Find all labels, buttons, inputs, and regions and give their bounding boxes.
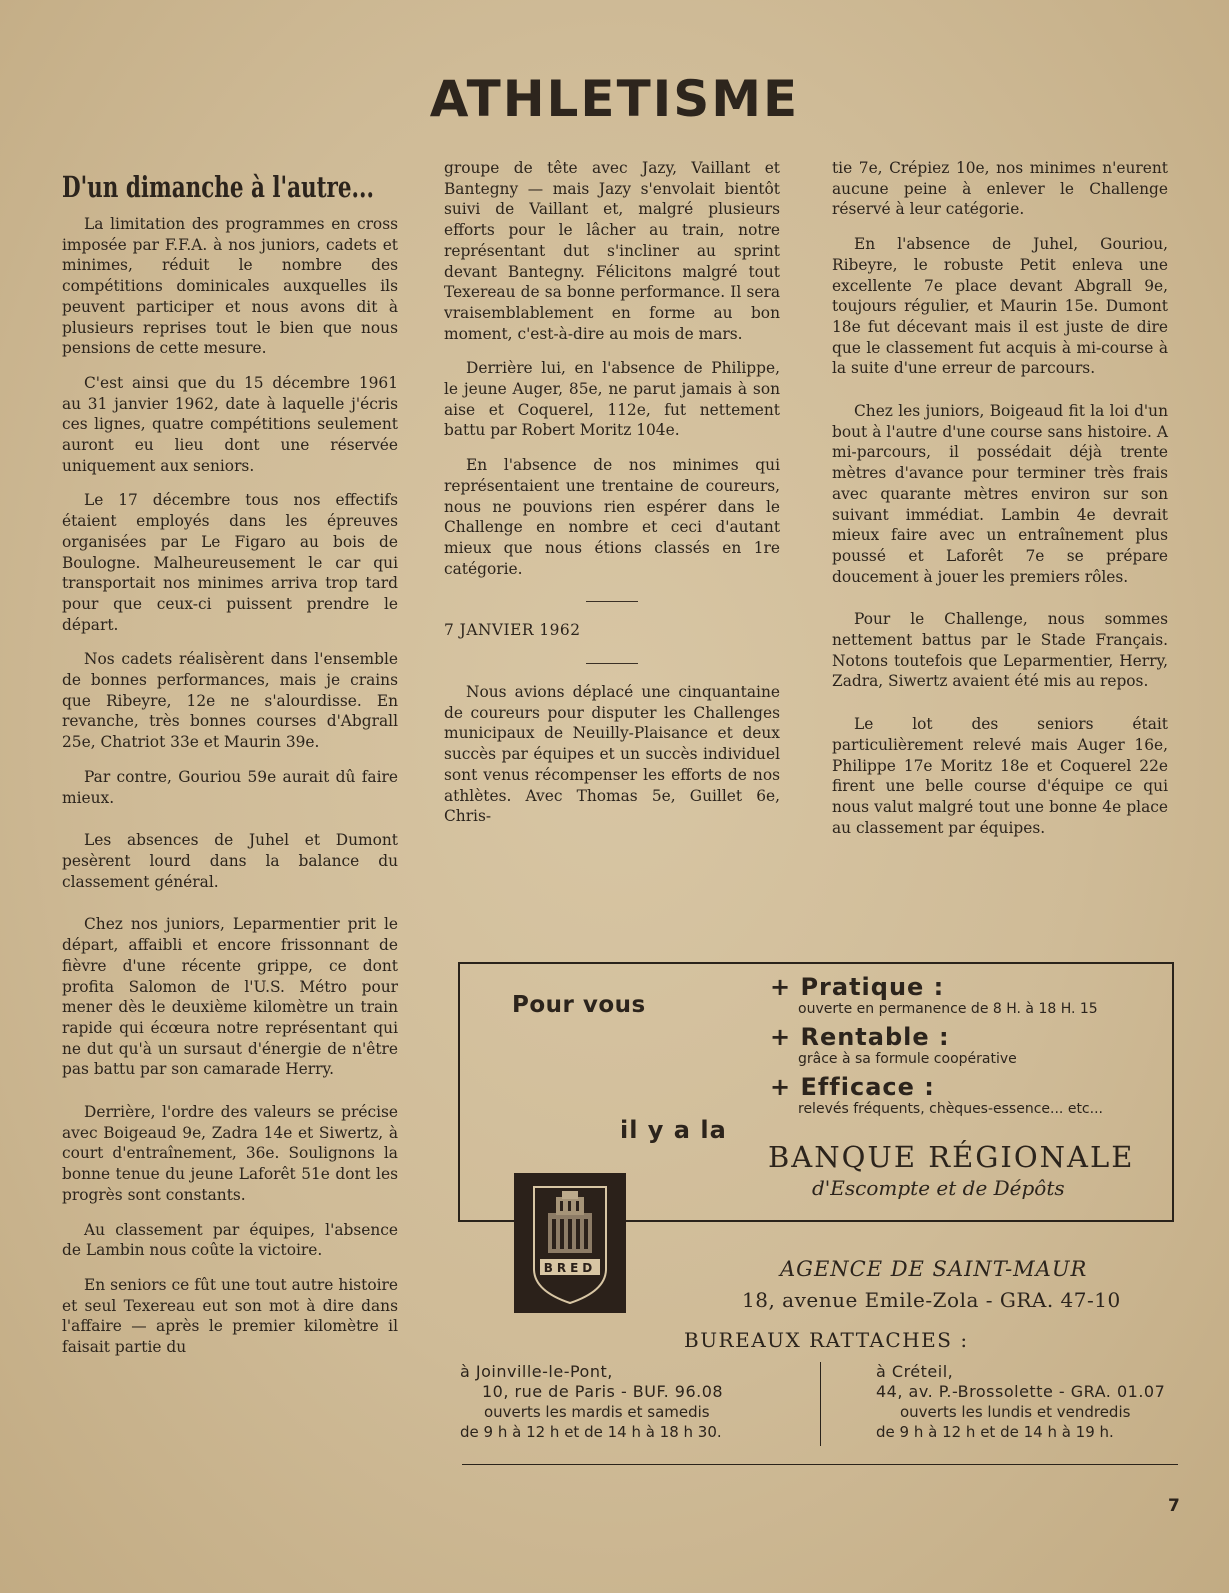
- paragraph: Derrière lui, en l'absence de Philippe, le jeune Auger, 85e, ne parut jamais à son aise et Coquerel, 112e, fut nettement battu par Robert Moritz 104e.: [444, 359, 780, 440]
- office-address: 44, av. P.-Brossolette - GRA. 01.07: [876, 1382, 1166, 1401]
- ad-tagline: il y a la: [620, 1116, 727, 1144]
- ad-benefit: [770, 1074, 1103, 1118]
- office-days: ouverts les mardis et samedis: [484, 1403, 710, 1421]
- paragraph: En l'absence de nos minimes qui représentaient une trentaine de coureurs, nous ne pouvions rien espérer dans le Challenge en nombre et ceci d'autant mieux que nous étions classés en 1re catégorie.: [444, 456, 780, 578]
- paragraph: Nos cadets réalisèrent dans l'ensemble de bonnes performances, mais je crains que Ribeyre, 12e ne s'alourdisse. En revanche, très bonnes courses d'Abgrall 25e, Chatriot 33e et Maurin 39e.: [62, 650, 398, 752]
- paragraph: Chez les juniors, Boigeaud fit la loi d'un bout à l'autre d'une course sans histoire. A mi-parcours, il possédait déjà trente mètres d'avance pour terminer très frais avec quarante mètres environ sur son suivant immédiat. Lambin 4e devrait mieux faire avec un entraînement plus poussé et Laforêt 7e se prépare doucement à jouer les premiers rôles.: [832, 402, 1168, 586]
- section-divider: [586, 601, 638, 602]
- office-hours: de 9 h à 12 h et de 14 h à 19 h.: [876, 1423, 1114, 1441]
- ad-benefit: [770, 1024, 1017, 1068]
- office-city: à Joinville-le-Pont,: [460, 1362, 613, 1381]
- ad-benefit-title: + Pratique :: [770, 973, 945, 1001]
- bank-subtitle: d'Escompte et de Dépôts: [812, 1176, 1065, 1200]
- office-joinville: [460, 1362, 723, 1442]
- ad-benefit-detail: relevés fréquents, chèques-essence... etc...: [798, 1101, 1103, 1117]
- office-days: ouverts les lundis et vendredis: [900, 1403, 1131, 1421]
- bottom-rule: [462, 1464, 1178, 1465]
- office-divider: [820, 1362, 821, 1446]
- article-column-2: [444, 158, 780, 841]
- article-column-3: [832, 158, 1168, 852]
- ad-benefit-title: + Efficace :: [770, 1073, 935, 1101]
- paragraph: Pour le Challenge, nous sommes nettement battus par le Stade Français. Notons toutefois que Leparmentier, Herry, Zadra, Siwertz avaient été mis au repos.: [832, 610, 1168, 691]
- paragraph: La limitation des programmes en cross imposée par F.F.A. à nos juniors, cadets et minimes, réduit le nombre des compétitions dominicales auxquelles ils peuvent participer et nous avons dit à plusieurs reprises tout le bien que nous pensions de cette mesure.: [62, 215, 398, 358]
- branch-offices-heading: BUREAUX RATTACHES :: [684, 1328, 969, 1352]
- logo-text: BRED: [543, 1261, 597, 1275]
- paragraph: Les absences de Juhel et Dumont pesèrent lourd dans la balance du classement général.: [62, 831, 398, 891]
- bank-building-icon: [514, 1173, 626, 1313]
- office-hours: de 9 h à 12 h et de 14 h à 18 h 30.: [460, 1423, 722, 1441]
- ad-headline: Pour vous: [512, 992, 646, 1018]
- ad-benefit-detail: grâce à sa formule coopérative: [798, 1051, 1017, 1067]
- paragraph: Derrière, l'ordre des valeurs se précise avec Boigeaud 9e, Zadra 14e et Siwertz, à court d'entraînement, 36e. Soulignons la bonne tenue du jeune Laforêt 51e dont les progrès sont constants.: [62, 1103, 398, 1204]
- article-kicker: D'un dimanche à l'autre...: [62, 170, 374, 204]
- paragraph: Le 17 décembre tous nos effectifs étaient employés dans les épreuves organisées par Le Figaro au bois de Boulogne. Malheureusement le car qui transportait nos minimes arriva trop tard pour que ceux-ci puissent prendre le départ.: [62, 491, 398, 634]
- paragraph: En seniors ce fût une tout autre histoire et seul Texereau eut son mot à dire dans l'affaire — après le premier kilomètre il faisait partie du: [62, 1275, 398, 1357]
- ad-benefit: [770, 974, 1098, 1018]
- ad-benefit-detail: ouverte en permanence de 8 H. à 18 H. 15: [798, 1001, 1098, 1017]
- article-column-1: [62, 170, 398, 1372]
- paragraph: groupe de tête avec Jazy, Vaillant et Bantegny — mais Jazy s'envolait bientôt suivi de Vaillant et, malgré plusieurs efforts pour le lâcher au train, notre représentant dut s'incliner au sprint devant Bantegny. Félicitons malgré tout Texereau de sa bonne performance. Il sera vraisemblablement en forme au bon moment, c'est-à-dire au mois de mars.: [444, 159, 780, 343]
- office-city: à Créteil,: [876, 1362, 954, 1381]
- paragraph: Par contre, Gouriou 59e aurait dû faire mieux.: [62, 767, 398, 807]
- page-title: ATHLETISME: [429, 70, 800, 128]
- section-dateline: 7 JANVIER 1962: [444, 621, 581, 640]
- paragraph: Le lot des seniors était particulièrement relevé mais Auger 16e, Philippe 17e Moritz 18e et Coquerel 22e firent une belle course d'équipe ce qui nous valut malgré tout une bonne 4e place au classement par équipes.: [832, 715, 1168, 837]
- agency-address: 18, avenue Emile-Zola - GRA. 47-10: [742, 1288, 1121, 1312]
- bred-logo: [514, 1173, 626, 1313]
- office-address: 10, rue de Paris - BUF. 96.08: [482, 1382, 724, 1401]
- page-number: 7: [1168, 1496, 1180, 1516]
- paragraph: Nous avions déplacé une cinquantaine de coureurs pour disputer les Challenges municipaux de Neuilly-Plaisance et deux succès par équipes et un succès individuel sont venus récompenser les efforts de nos athlètes. Avec Thomas 5e, Guillet 6e, Chris-: [444, 683, 780, 826]
- office-creteil: [876, 1362, 1165, 1442]
- paragraph: C'est ainsi que du 15 décembre 1961 au 31 janvier 1962, date à laquelle j'écris ces lignes, quatre compétitions seulement auront eu lieu dont une réservée uniquement aux seniors.: [62, 373, 398, 475]
- paragraph: Chez nos juniors, Leparmentier prit le départ, affaibli et encore frissonnant de fièvre d'une récente grippe, ce dont profita Salomon de l'U.S. Métro pour mener dès le deuxième kilomètre un train rapide qui écœura notre représentant qui ne dut qu'à un sursaut d'énergie de n'être pas battu par son camarade Herry.: [62, 915, 398, 1079]
- ad-benefit-title: + Rentable :: [770, 1023, 950, 1051]
- bank-name: BANQUE RÉGIONALE: [768, 1140, 1135, 1174]
- paragraph: tie 7e, Crépiez 10e, nos minimes n'eurent aucune peine à enlever le Challenge réservé à leur catégorie.: [832, 159, 1168, 219]
- section-divider: [586, 663, 638, 664]
- paragraph: Au classement par équipes, l'absence de Lambin nous coûte la victoire.: [62, 1220, 398, 1260]
- agency-name: AGENCE DE SAINT-MAUR: [780, 1257, 1088, 1281]
- paragraph: En l'absence de Juhel, Gouriou, Ribeyre, le robuste Petit enleva une excellente 7e place devant Abgrall 9e, toujours régulier, et Maurin 15e. Dumont 18e fut décevant mais il est juste de dire que le classement fut acquis à mi-course à la suite d'une erreur de parcours.: [832, 235, 1168, 378]
